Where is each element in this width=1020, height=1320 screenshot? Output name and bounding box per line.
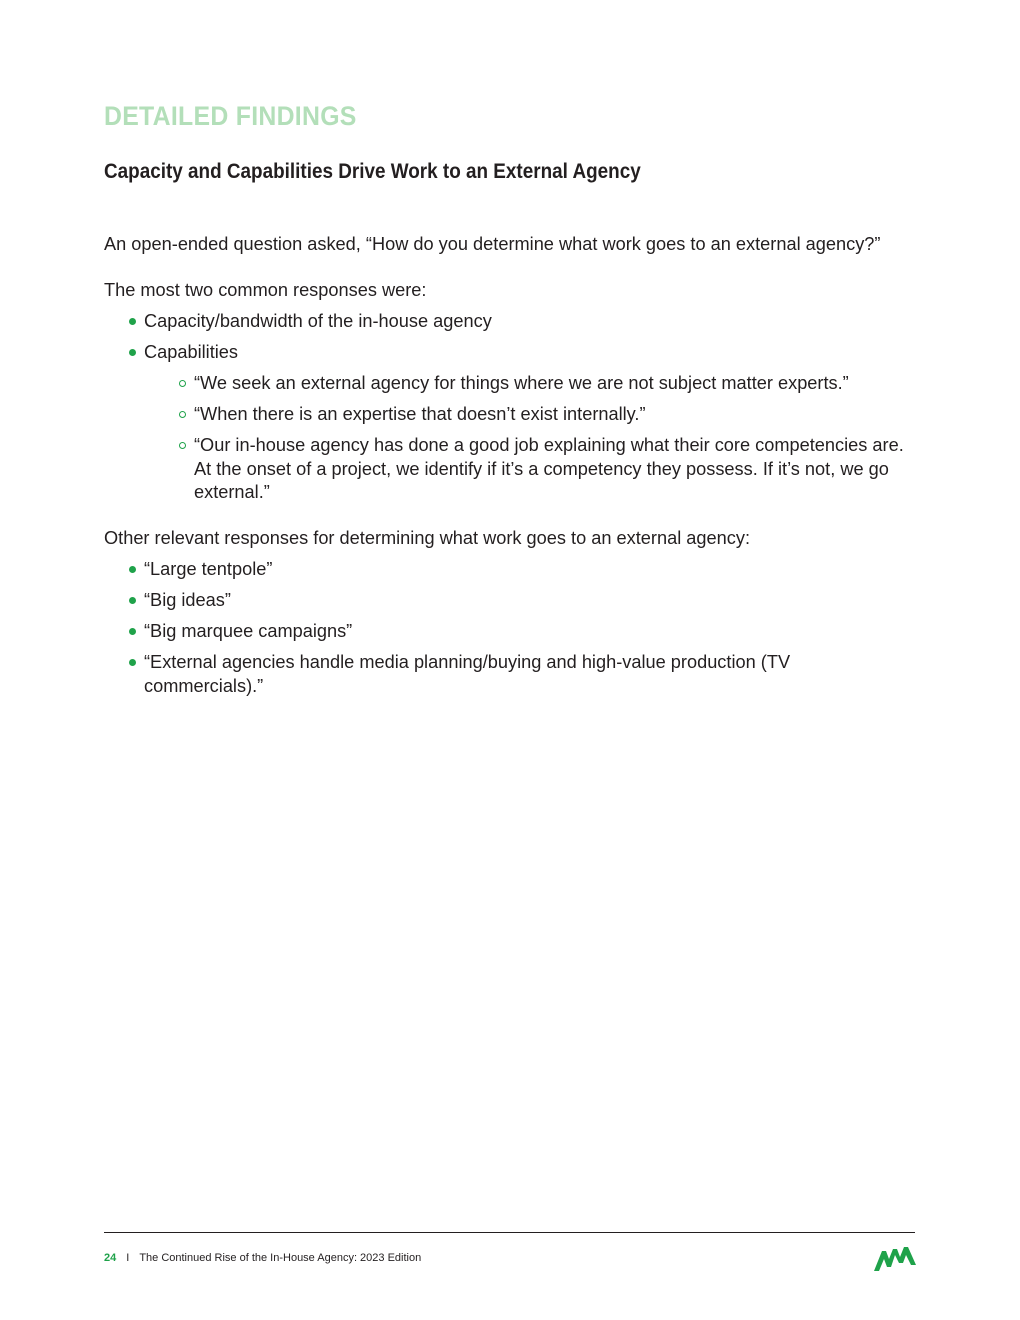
footer-divider xyxy=(104,1232,915,1233)
list-item xyxy=(104,341,924,505)
list-item-text: Capabilities xyxy=(144,342,239,362)
section-heading: DETAILED FINDINGS xyxy=(104,101,357,131)
footer-separator: I xyxy=(126,1252,130,1264)
intro-paragraph: An open-ended question asked, “How do you determine what work goes to an external agency?” xyxy=(104,234,881,254)
sub-heading: Capacity and Capabilities Drive Work to an External Agency xyxy=(104,160,641,183)
hollow-bullet-icon xyxy=(179,411,186,418)
hollow-bullet-icon xyxy=(179,442,186,449)
other-responses-lead: Other relevant responses for determining what work goes to an external agency: xyxy=(104,528,751,548)
list-item-text: “Large tentpole” xyxy=(144,559,273,579)
bullet-icon xyxy=(129,659,136,666)
publication-title: The Continued Rise of the In-House Agency: 2023 Edition xyxy=(139,1252,422,1264)
common-responses-lead: The most two common responses were: xyxy=(104,280,427,300)
quote-text: “We seek an external agency for things where we are not subject matter experts.” xyxy=(194,373,849,393)
sub-list-item xyxy=(154,434,924,505)
list-item-text: “Big marquee campaigns” xyxy=(144,621,353,641)
list-item xyxy=(104,620,924,644)
bullet-icon xyxy=(129,349,136,356)
list-item-text: Capacity/bandwidth of the in-house agency xyxy=(144,311,492,331)
capability-quotes-list xyxy=(154,372,924,505)
list-item xyxy=(104,310,924,334)
ana-logo-icon xyxy=(873,1245,917,1272)
footer xyxy=(104,1252,421,1264)
bullet-icon xyxy=(129,628,136,635)
page-number: 24 xyxy=(104,1252,117,1264)
bullet-icon xyxy=(129,318,136,325)
list-item-text: “Big ideas” xyxy=(144,590,231,610)
list-item xyxy=(104,558,924,582)
sub-list-item xyxy=(154,372,924,396)
list-item xyxy=(104,589,924,613)
other-responses-list xyxy=(104,558,924,706)
common-responses-list xyxy=(104,310,924,512)
list-item xyxy=(104,651,924,698)
quote-text: “When there is an expertise that doesn’t exist internally.” xyxy=(194,404,646,424)
sub-list-item xyxy=(154,403,924,427)
bullet-icon xyxy=(129,597,136,604)
hollow-bullet-icon xyxy=(179,380,186,387)
list-item-text: “External agencies handle media planning/buying and high-value production (TV commercials).” xyxy=(144,652,791,696)
quote-text: “Our in-house agency has done a good job explaining what their core competencies are. At the onset of a project, we identify if it’s a competency they possess. If it’s not, we go external.” xyxy=(194,435,904,502)
bullet-icon xyxy=(129,566,136,573)
